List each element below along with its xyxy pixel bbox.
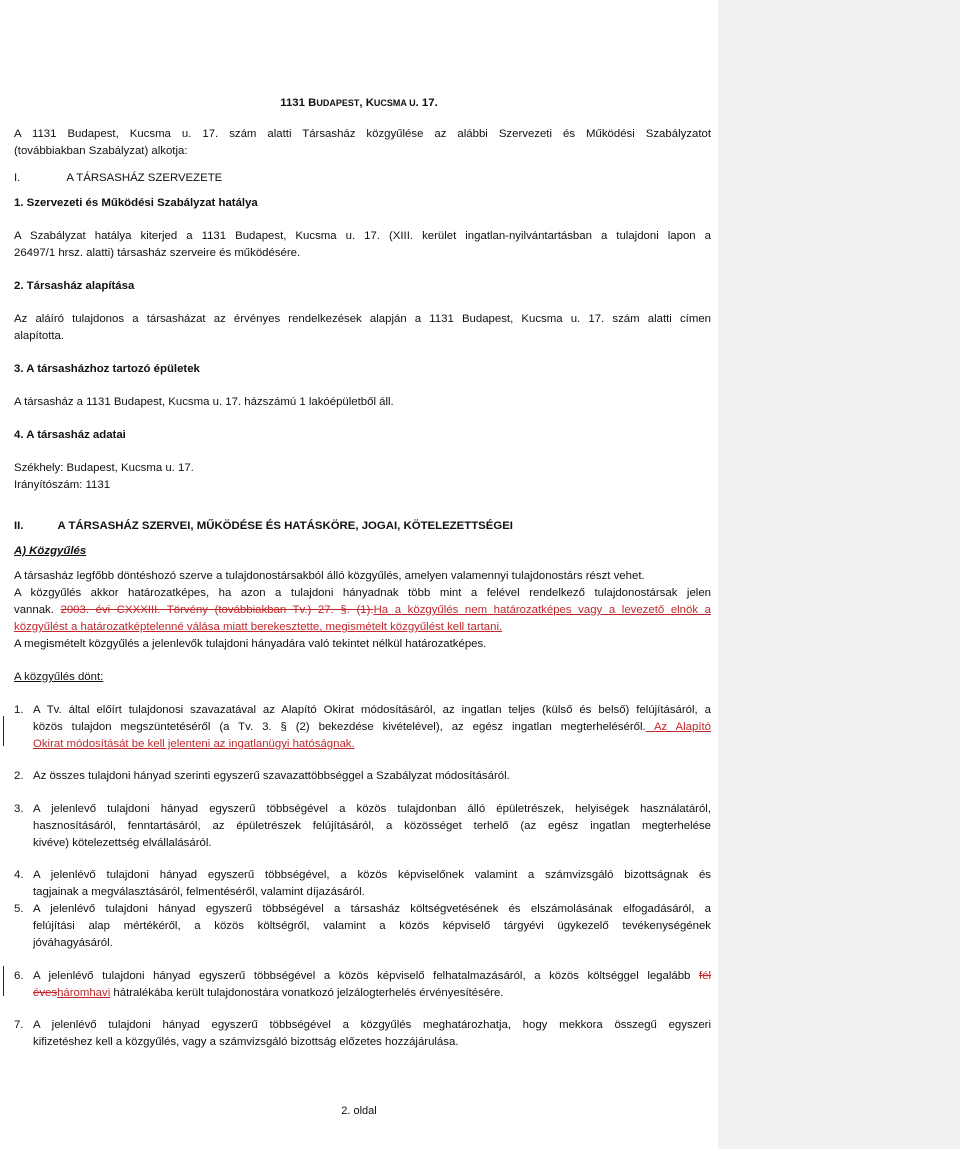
heading-3: 3. A társasházhoz tartozó épületek [14,363,200,375]
assembly-decides-label: A közgyűlés dönt: [14,671,104,683]
section-1-heading: I. A TÁRSASHÁZ SZERVEZETE [14,172,223,184]
inserted-text: háromhavi [57,987,111,999]
general-assembly-paragraph-3: A megismételt közgyűlés a jelenlevők tulajdoni hányadára való tekintet nélkül határozatképes. [14,638,487,650]
page-number-footer: 2. oldal [341,1105,377,1117]
paragraph-1-line-2: 26497/1 hrsz. alatti) társasház szerveire és működésére. [14,247,301,259]
heading-1: 1. Szervezeti és Működési Szabályzat hatálya [14,197,258,209]
intro-line-2: (továbbiakban Szabályzat) alkotja: [14,145,188,157]
deleted-text: fél [698,970,711,982]
seat-line: Székhely: Budapest, Kucsma u. 17. [14,462,194,474]
paragraph-1-line-1: A Szabályzat hatálya kiterjed a 1131 Budapest, Kucsma u. 17. (XIII. kerület ingatlan-nyilvántartásban a tulajdoni lapon a [14,230,711,242]
document-page: 1131 BUDAPEST, KUCSMA U. 17. A 1131 Budapest, Kucsma u. 17. szám alatti Társasház közgyűlése az alábbi Szervezeti és Működési Szabályzatot (továbbiakban Szabályzat) alkotja: I. A TÁRSASHÁZ SZERVEZETE 1. Szervezeti és Működési Szabályzat hatálya A Szabályzat hatálya kiterjed a 1131 Budapest, Kucsma u. 17. (XIII. kerület ingatlan-nyilvántartásban a tulajdoni lapon a 26497/1 hrsz. alatti) társasház szerveire és működésére. 2. Társasház alapítása Az aláíró tulajdonos a társasházat az érvényes rendelkezések alapján a 1131 Budapest, Kucsma u. 17. szám alatti címen alapította. 3. A társasházhoz tartozó épületek A társasház a 1131 Budapest, Kucsma u. 17. házszámú 1 lakóépületből áll. 4. A társasház adatai Székhely: Budapest, Kucsma u. 17. Irányítószám: 1131 II. A TÁRSASHÁZ SZERVEI, MŰKÖDÉSE ÉS HATÁSKÖRE, JOGAI, KÖTELEZETTSÉGEI A) Közgyűlés A társasház legfőbb döntéshozó szerve a tulajdonostársakból álló közgyűlés, amelyen valamennyi tulajdonostárs részt vehet. A közgyűlés akkor határozatképes, ha azon a tulajdoni hányadnak több mint a felével rendelkező tulajdonostársak jelen vannak. 2003. évi CXXXIII. Törvény (továbbiakban Tv.) 27. §. (1).Ha a közgyűlés nem határozatképes vagy a levezető elnök a közgyűlést a határozatképtelenné válása miatt berekesztette, megismételt közgyűlést kell tartani. A megismételt közgyűlés a jelenlevők tulajdoni hányadára való tekintet nélkül határozatképes. A közgyűlés dönt: 1. A Tv. által előírt tulajdonosi szavazatával az Alapító Okirat módosításáról, az ingatlan teljes (külső és belső) felújításáról, a közös tulajdon megszüntetéséről (a Tv. 3. § (2) bekezdése kivételével), az egész ingatlan megterheléséről. Az Alapító Okirat módosítását be kell jelenteni az ingatlanügyi hatóságnak. 2. Az összes tulajdoni hányad szerinti egyszerű szavazattöbbséggel a Szabályzat módosításáról. 3. A jelenlevő tulajdoni hányad egyszerű többségével a közös tulajdonban álló épületrészek, helyiségek használatáról, hasznosításáról, fenntartásáról, az épületrészek felújításáról, a közösséget terhelő (az egész ingatlan megterhelése kivéve) kötelezettség elvállalásáról. 4. A jelenlévő tulajdoni hányad egyszerű többségével, a közös képviselőnek valamint a számvizsgáló bizottságnak és tagjainak a megválasztásáról, felmentéséről, valamint díjazásáról. 5. A jelenlévő tulajdoni hányad egyszerű többségével a társasház költségvetésének és elszámolásának elfogadásáról, a felújítási alap mértékéről, a közös költségről, valamint a közös képviselő tárgyévi ügykezelő tevékenységének jóváhagyásáról. 6. A jelenlévő tulajdoni hányad egyszerű többségével a közös képviselő felhatalmazásáról, a közös költséggel legalább fél évesháromhavi hátralékába került tulajdonostára vonatkozó jelzálogterhelés érvényesítésére. 7. A jelenlévő tulajdoni hányad egyszerű többségével a közgyűlés meghatározhatja, hogy mekkora összegű egyszeri kifizetéshez kell a közgyűlés, vagy a számvizsgáló bizottság előzetes hozzájárulása. 2. oldal [0,0,718,1149]
deleted-text: éves [33,987,58,999]
paragraph-3: A társasház a 1131 Budapest, Kucsma u. 17. házszámú 1 lakóépületből áll. [14,396,394,408]
intro-line-1: A 1131 Budapest, Kucsma u. 17. szám alatti Társasház közgyűlése az alábbi Szervezeti és Működési Szabályzatot [14,128,711,140]
general-assembly-paragraph-2-line-1: A közgyűlés akkor határozatképes, ha azon a tulajdoni hányadnak több mint a felével rendelkező tulajdonostársak jelen [14,587,711,599]
comment-margin-pane [718,0,960,1149]
general-assembly-paragraph-2-line-3 [14,619,711,636]
zip-line: Irányítószám: 1131 [14,479,111,491]
inserted-text: közgyűlést a határozatképtelenné válása miatt berekesztette, megismételt közgyűlést kell tartani. [14,621,503,633]
inserted-text: Az Alapító [645,721,712,733]
subsection-a-heading: A) Közgyűlés [14,545,87,557]
revision-change-bar [3,716,4,746]
general-assembly-paragraph-2-line-2: vannak. 2003. évi CXXXIII. Törvény (továbbiakban Tv.) 27. §. (1).Ha a közgyűlés nem határozatképes vagy a levezető elnök a [14,604,711,616]
section-2-heading: II. A TÁRSASHÁZ SZERVEI, MŰKÖDÉSE ÉS HATÁSKÖRE, JOGAI, KÖTELEZETTSÉGEI [14,520,513,532]
heading-2: 2. Társasház alapítása [14,280,135,292]
general-assembly-paragraph-1: A társasház legfőbb döntéshozó szerve a tulajdonostársakból álló közgyűlés, amelyen valamennyi tulajdonostárs részt vehet. [14,570,645,582]
document-title: 1131 BUDAPEST, KUCSMA U. 17. [280,97,438,109]
deleted-text: 2003. évi CXXXIII. Törvény (továbbiakban Tv.) 27. §. (1). [60,604,374,616]
inserted-text: Ha a közgyűlés nem határozatképes vagy a levezető elnök a [373,604,711,616]
paragraph-2-line-2: alapította. [14,330,65,342]
paragraph-2-line-1: Az aláíró tulajdonos a társasházat az érvényes rendelkezések alapján a 1131 Budapest, Kucsma u. 17. szám alatti címen [14,313,711,325]
inserted-text: Okirat módosítását be kell jelenteni az ingatlanügyi hatóságnak. [33,738,355,750]
heading-4: 4. A társasház adatai [14,429,126,441]
revision-change-bar [3,966,4,996]
